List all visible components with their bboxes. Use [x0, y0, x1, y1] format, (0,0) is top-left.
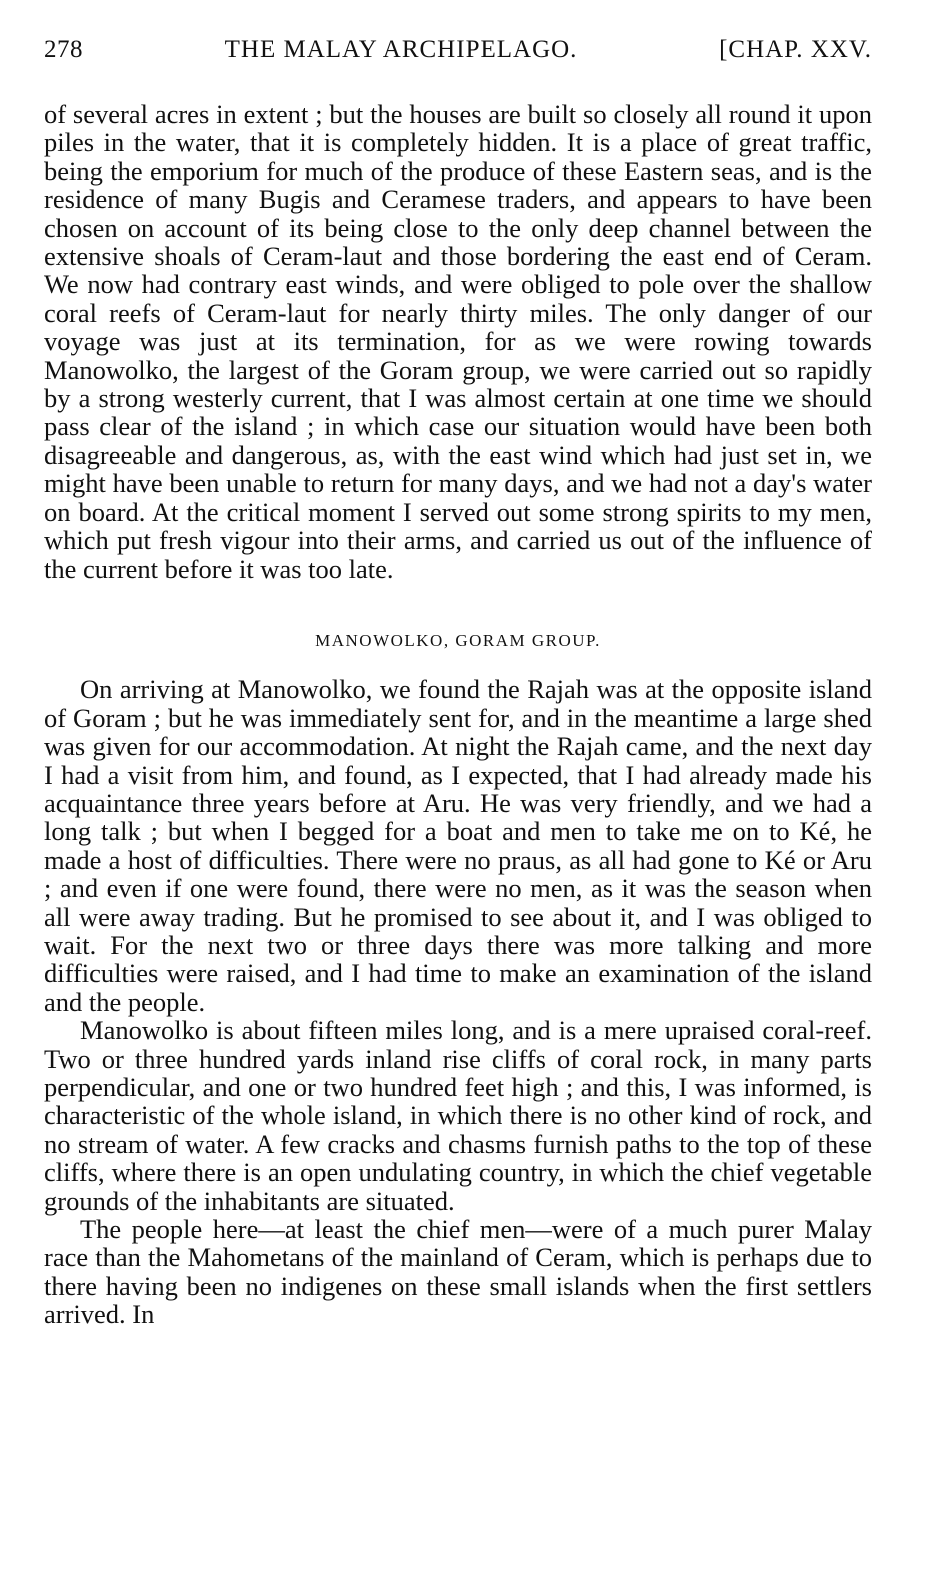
section-heading: MANOWOLKO, GORAM GROUP.	[315, 630, 601, 650]
running-title: THE MALAY ARCHIPELAGO.	[224, 36, 578, 63]
body-text	[44, 100, 872, 1329]
page-number: 278	[44, 36, 83, 63]
paragraph: of several acres in extent ; but the houses are built so closely all round it upon piles in the water, that it is completely hidden. It is a place of great traffic, being the emporium for much of the produce of these Eastern seas, and is the residence of many Bugis and Ceramese traders, and appears to have been chosen on account of its being close to the only deep channel between the extensive shoals of Ceram-laut and those bordering the east end of Ceram. We now had contrary east winds, and were obliged to pole over the shallow coral reefs of Ceram-laut for nearly thirty miles. The only danger of our voyage was just at its termination, for as we were rowing towards Manowolko, the largest of the Goram group, we were carried out so rapidly by a strong westerly current, that I was almost certain at one time we should pass clear of the island ; in which case our situation would have been both disagreeable and dangerous, as, with the east wind which had just set in, we might have been unable to return for many days, and we had not a day's water on board. At the critical moment I served out some strong spirits to my men, which put fresh vigour into their arms, and carried us out of the influence of the current before it was too late.	[44, 99, 872, 584]
paragraph: The people here—at least the chief men—were of a much purer Malay race than the Mahometans of the mainland of Ceram, which is perhaps due to there having been no indigenes on these small islands when the first settlers arrived. In	[44, 1214, 872, 1330]
paragraph: On arriving at Manowolko, we found the Rajah was at the opposite island of Goram ; but he was immediately sent for, and in the meantime a large shed was given for our accommodation. At night the Rajah came, and the next day I had a visit from him, and found, as I expected, that I had already made his acquaintance three years before at Aru. He was very friendly, and we had a long talk ; but when I begged for a boat and men to take me on to Ké, he made a host of difficulties. There were no praus, as all had gone to Ké or Aru ; and even if one were found, there were no men, as it was the season when all were away trading. But he promised to see about it, and I was obliged to wait. For the next two or three days there was more talking and more difficulties were raised, and I had time to make an examination of the island and the people.	[44, 674, 872, 1017]
book-page	[44, 36, 872, 1329]
running-head	[44, 36, 872, 76]
chapter-label: [CHAP. XXV.	[719, 36, 872, 63]
paragraph: Manowolko is about fifteen miles long, and is a mere upraised coral-reef. Two or three hundred yards inland rise cliffs of coral rock, in many parts perpendicular, and one or two hundred feet high ; and this, I was informed, is characteristic of the whole island, in which there is no other kind of rock, and no stream of water. A few cracks and chasms furnish paths to the top of these cliffs, where there is an open undulating country, in which the chief vegetable grounds of the inhabitants are situated.	[44, 1015, 872, 1216]
